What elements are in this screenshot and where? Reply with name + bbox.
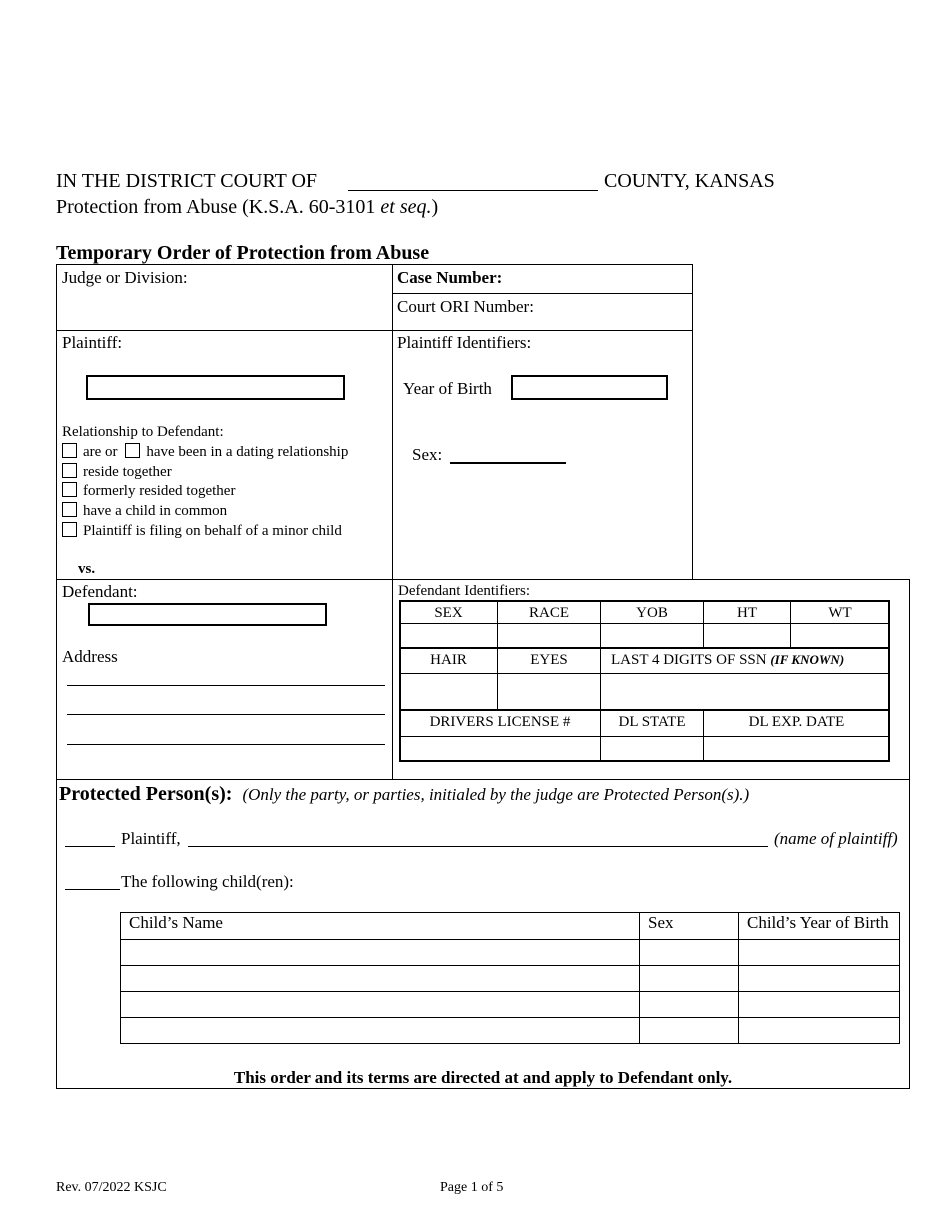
plaintiff-name-input[interactable] [86, 375, 345, 400]
defendant-name-input[interactable] [88, 603, 327, 626]
statute-suffix: ) [431, 196, 439, 218]
col-ssn-note: (IF KNOWN) [770, 652, 845, 667]
dating-checkbox[interactable] [125, 443, 140, 458]
col-race-header: RACE [528, 605, 569, 621]
relationship-child-row [62, 502, 227, 520]
table-row [121, 992, 900, 1018]
plaintiff-right-border [692, 331, 693, 579]
protected-divider [56, 779, 910, 780]
vs-label: vs. [78, 561, 96, 577]
plaintiff-name-line[interactable] [188, 846, 768, 847]
col-dl-state-header: DL STATE [618, 714, 686, 730]
plaintiff-initial-field[interactable] [65, 846, 115, 847]
defendant-identifiers-label: Defendant Identifiers: [398, 583, 531, 599]
defendant-identifiers-grid [399, 600, 890, 762]
child-yob-cell[interactable] [739, 940, 900, 966]
relationship-minor-row [62, 522, 342, 540]
child-sex-cell[interactable] [640, 940, 739, 966]
child-label: have a child in common [83, 503, 228, 519]
formerly-checkbox[interactable] [62, 482, 77, 497]
year-of-birth-label: Year of Birth [403, 379, 492, 398]
revision-label: Rev. 07/2022 KSJC [56, 1180, 167, 1195]
court-line-prefix: IN THE DISTRICT COURT OF [56, 170, 318, 192]
county-name-field[interactable] [348, 190, 598, 191]
child-yob-header: Child’s Year of Birth [739, 913, 900, 940]
reside-checkbox[interactable] [62, 463, 77, 478]
are-or-label: are or [83, 444, 118, 460]
child-checkbox[interactable] [62, 502, 77, 517]
child-name-header: Child’s Name [121, 913, 640, 940]
address-line-2[interactable] [67, 714, 385, 715]
address-line-3[interactable] [67, 744, 385, 745]
plaintiff-name-note: (name of plaintiff) [774, 829, 898, 848]
child-sex-cell[interactable] [640, 966, 739, 992]
form-title: Temporary Order of Protection from Abuse [56, 242, 430, 264]
are-checkbox[interactable] [62, 443, 77, 458]
statute-line [56, 195, 438, 219]
plaintiff-identifiers-label: Plaintiff Identifiers: [397, 333, 532, 352]
relationship-label: Relationship to Defendant: [62, 424, 224, 440]
child-sex-cell[interactable] [640, 992, 739, 1018]
grid-row-line-4 [399, 709, 890, 711]
table-row [121, 940, 900, 966]
children-label: The following child(ren): [121, 872, 294, 891]
col-eyes-header: EYES [530, 652, 568, 668]
col-dl-exp-header: DL EXP. DATE [748, 714, 845, 730]
court-line-suffix: COUNTY, KANSAS [604, 170, 775, 192]
child-yob-cell[interactable] [739, 1018, 900, 1044]
top-divider [392, 264, 393, 579]
grid-row-line-2 [399, 647, 890, 649]
child-name-cell[interactable] [121, 940, 640, 966]
relationship-reside-row [62, 463, 172, 481]
case-divider [392, 293, 693, 294]
child-yob-cell[interactable] [739, 992, 900, 1018]
court-line [56, 169, 317, 193]
protected-title: Protected Person(s): [59, 783, 233, 805]
case-number-label: Case Number: [397, 268, 503, 287]
address-label: Address [62, 647, 118, 666]
table-row [121, 966, 900, 992]
child-name-cell[interactable] [121, 1018, 640, 1044]
minor-label: Plaintiff is filing on behalf of a minor child [83, 523, 342, 539]
sex-label: Sex: [412, 445, 443, 464]
defendant-divider [392, 579, 393, 779]
child-sex-cell[interactable] [640, 1018, 739, 1044]
col-ssn-text: LAST 4 DIGITS OF SSN [611, 652, 767, 668]
col-hair-header: HAIR [430, 652, 467, 668]
col-ht-header: HT [737, 605, 757, 621]
judge-label: Judge or Division: [62, 268, 188, 287]
directive-text: This order and its terms are directed at and apply to Defendant only. [233, 1068, 733, 1087]
protected-note: (Only the party, or parties, initialed by the judge are Protected Person(s).) [242, 785, 750, 804]
col-ssn-header [611, 651, 844, 669]
plaintiff-sex-field[interactable] [450, 462, 566, 464]
address-line-1[interactable] [67, 685, 385, 686]
protected-heading [59, 783, 749, 806]
minor-checkbox[interactable] [62, 522, 77, 537]
child-sex-header: Sex [640, 913, 739, 940]
statute-prefix: Protection from Abuse (K.S.A. 60-3101 [56, 196, 376, 218]
formerly-label: formerly resided together [83, 483, 236, 499]
dating-label: have been in a dating relationship [146, 444, 349, 460]
children-table [120, 912, 900, 1044]
col-wt-header: WT [828, 605, 852, 621]
child-yob-cell[interactable] [739, 966, 900, 992]
statute-italic: et seq. [380, 196, 432, 218]
grid-col-line-2 [600, 600, 601, 761]
child-name-cell[interactable] [121, 966, 640, 992]
plaintiff-left-border [56, 331, 57, 579]
grid-row-line-5 [399, 736, 890, 737]
grid-row-line-3 [399, 673, 890, 674]
col-dl-header: DRIVERS LICENSE # [429, 714, 571, 730]
col-sex-header: SEX [434, 605, 463, 621]
child-name-cell[interactable] [121, 992, 640, 1018]
col-yob-header: YOB [636, 605, 668, 621]
plaintiff-yob-input[interactable] [511, 375, 668, 400]
protected-plaintiff-label: Plaintiff, [121, 829, 181, 848]
defendant-label: Defendant: [62, 582, 138, 601]
court-ori-label: Court ORI Number: [397, 297, 534, 316]
reside-label: reside together [83, 464, 172, 480]
plaintiff-label: Plaintiff: [62, 333, 123, 352]
relationship-dating-row [62, 443, 348, 461]
grid-row-line-1 [399, 623, 890, 624]
relationship-formerly-row [62, 482, 235, 500]
page-number: Page 1 of 5 [440, 1180, 504, 1195]
children-initial-field[interactable] [65, 889, 120, 890]
table-row [121, 1018, 900, 1044]
children-table-header [121, 913, 900, 940]
